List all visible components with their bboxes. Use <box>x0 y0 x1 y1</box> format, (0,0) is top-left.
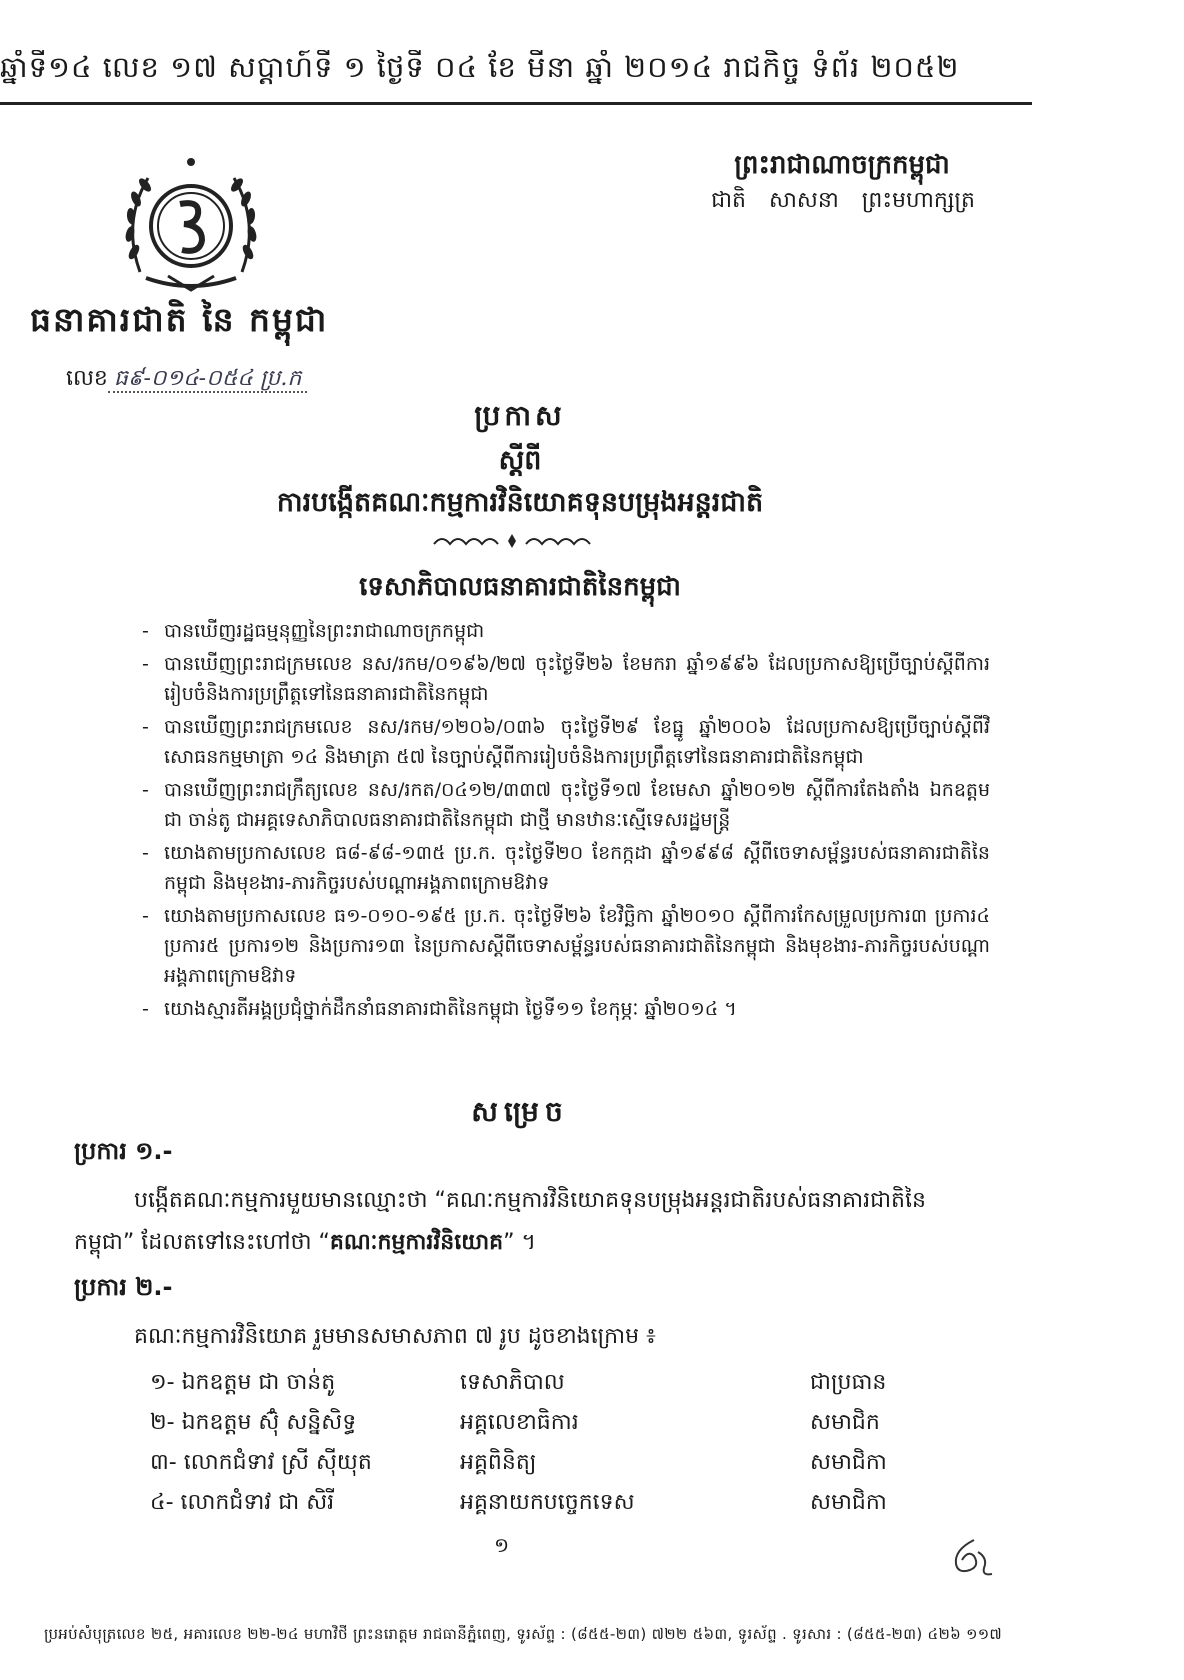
article-1-text-start: បង្កើតគណៈកម្មការមួយមានឈ្មោះថា “គណៈកម្មការវិនិយោគទុនបម្រុងអន្តរជាតិរបស់ធនាគារជាតិនៃកម្ពុជា” ដែលតទៅនេះហៅថា “ <box>74 1188 926 1255</box>
article-2-heading: ប្រការ ២.- <box>74 1273 173 1301</box>
member-name: ៤- លោកជំទាវ ជា សិរី <box>150 1490 335 1515</box>
member-row <box>150 1404 980 1444</box>
handwritten-initial-icon <box>944 1534 998 1580</box>
article-2-intro: គណៈកម្មការវិនិយោគ រួមមានសមាសភាព ៧ រូប ដូចខាងក្រោម ៖ <box>134 1324 656 1349</box>
article-1-text-end: ” ។ <box>503 1230 537 1255</box>
preamble-item: - បានឃើញព្រះរាជក្រមលេខ នស/រកម/០១៩៦/២៧ ចុះថ្ងៃទី២៦ ខែមករា ឆ្នាំ១៩៩៦ ដែលប្រកាសឱ្យប្រើច្បាប់ស្តីពីការរៀបចំនិងការប្រព្រឹត្តទៅនៃធនាគារជាតិនៃកម្ពុជា <box>140 649 990 709</box>
member-position: អគ្គនាយកបច្ចេកទេស <box>460 1490 635 1515</box>
title-subject: ការបង្កើតគណៈកម្មការវិនិយោគទុនបម្រុងអន្តរជាតិ <box>276 487 764 518</box>
member-position: អគ្គពិនិត្យ <box>460 1450 537 1475</box>
member-name: ៣- លោកជំទាវ ស្រី ស៊ីយុត <box>150 1450 372 1475</box>
member-position: អគ្គលេខាធិការ <box>460 1410 579 1435</box>
reference-value: ធ៩-០១៤-០៥៤ ប្រ.ក <box>108 366 307 393</box>
footer-address: ប្រអប់សំបុត្រលេខ ២៥, អគារលេខ ២២-២៤ មហាវិថី ព្រះនរោត្តម រាជធានីភ្នំពេញ, ទូរស័ព្ទ : (៨៥៥-២៣) ៧២២ ៥៦៣, ទូរស័ព្ទ . ទូរសារ : (៨៥៥-២៣) ៤២៦ ១១៧ <box>44 1625 1003 1643</box>
title-on: ស្តីពី <box>498 445 542 476</box>
preamble-item: - បានឃើញរដ្ឋធម្មនុញ្ញនៃព្រះរាជាណាចក្រកម្ពុជា <box>140 616 990 646</box>
title-proclamation: ប្រកាស <box>474 399 566 432</box>
preamble-item: - បានឃើញព្រះរាជក្រមលេខ នស/រកម/១២០៦/០៣៦ ចុះថ្ងៃទី២៩ ខែធ្នូ ឆ្នាំ២០០៦ ដែលប្រកាសឱ្យប្រើច្បាប់ស្តីពីវិសោធនកម្មមាត្រា ១៤ និងមាត្រា ៥៧ នៃច្បាប់ស្តីពីការរៀបចំនិងការប្រព្រឹត្តទៅនៃធនាគារជាតិនៃកម្ពុជា <box>140 712 990 772</box>
page-number: ១ <box>494 1533 510 1557</box>
article-1-text <box>74 1180 974 1264</box>
preamble-item: - យោងតាមប្រកាសលេខ ធ១-០១០-១៩៥ ប្រ.ក. ចុះថ្ងៃទី២៦ ខែវិច្ឆិកា ឆ្នាំ២០១០ ស្តីពីការកែសម្រួលប្រការ៣ ប្រការ៤ ប្រការ៥ ប្រការ១២ និងប្រការ១៣ នៃប្រកាសស្តីពីចេទាសម្ព័ន្ធរបស់ធនាគារជាតិនៃកម្ពុជា និងមុខងារ-ភារកិច្ចរបស់បណ្តាអង្គភាពក្រោមឱវាទ <box>140 901 990 991</box>
member-role: ជាប្រធាន <box>810 1370 887 1395</box>
preamble-item: - យោងតាមប្រកាសលេខ ធ៨-៩៨-១៣៥ ប្រ.ក. ចុះថ្ងៃទី២០ ខែកក្កដា ឆ្នាំ១៩៩៨ ស្តីពីចេទាសម្ព័ន្ធរបស់ធនាគារជាតិនៃកម្ពុជា និងមុខងារ-ភារកិច្ចរបស់បណ្តាអង្គភាពក្រោមឱវាទ <box>140 838 990 898</box>
issuer-heading: ទេសាភិបាលធនាគារជាតិនៃកម្ពុជា <box>359 572 681 602</box>
member-position: ទេសាភិបាល <box>460 1370 565 1395</box>
preamble-list <box>140 616 990 1027</box>
gazette-header: ឆ្នាំទី១៤ លេខ ១៧ សប្តាហ៍ទី ១ ថ្ងៃទី ០៤ ខែ មីនា ឆ្នាំ ២០១៤ រាជកិច្ច ទំព័រ ២០៥២ <box>0 50 960 84</box>
article-1-text-bold: គណៈកម្មការវិនិយោគ <box>329 1230 504 1255</box>
reference-number <box>66 364 307 396</box>
national-motto: ជាតិ សាសនា ព្រះមហាក្សត្រ <box>711 188 975 213</box>
members-table <box>150 1364 980 1524</box>
member-role: សមាជិកា <box>810 1490 887 1515</box>
member-name: ១- ឯកឧត្តម ជា ចាន់តូ <box>150 1370 336 1395</box>
member-role: សមាជិកា <box>810 1450 887 1475</box>
kingdom-heading: ព្រះរាជាណាចក្រកម្ពុជា <box>734 150 950 180</box>
decision-heading: សម្រេច <box>471 1095 569 1128</box>
title-ornament-icon <box>430 532 594 550</box>
preamble-item: - យោងស្មារតីអង្គប្រជុំថ្នាក់ដឹកនាំធនាគារជាតិនៃកម្ពុជា ថ្ងៃទី១១ ខែកុម្ភៈ ឆ្នាំ២០១៤ ។ <box>140 994 990 1024</box>
reference-label: លេខ <box>66 366 108 391</box>
preamble-item: - បានឃើញព្រះរាជក្រឹត្យលេខ នស/រកត/០៤១២/៣៣៧ ចុះថ្ងៃទី១៧ ខែមេសា ឆ្នាំ២០១២ ស្តីពីការតែងតាំង ឯកឧត្តម ជា ចាន់តូ ជាអគ្គទេសាភិបាលធនាគារជាតិនៃកម្ពុជា ជាថ្មី មានឋានៈស្មើទេសរដ្ឋមន្ត្រី <box>140 775 990 835</box>
bank-emblem-icon <box>118 152 264 302</box>
member-role: សមាជិក <box>810 1410 880 1435</box>
member-row <box>150 1484 980 1524</box>
member-row <box>150 1444 980 1484</box>
member-row <box>150 1364 980 1404</box>
article-1-heading: ប្រការ ១.- <box>74 1137 173 1165</box>
bank-name: ធនាគារជាតិ នៃ កម្ពុជា <box>30 300 329 339</box>
header-rule <box>0 102 1032 105</box>
member-name: ២- ឯកឧត្តម ស៊ុំ សន្និសិទ្ធ <box>150 1410 357 1435</box>
